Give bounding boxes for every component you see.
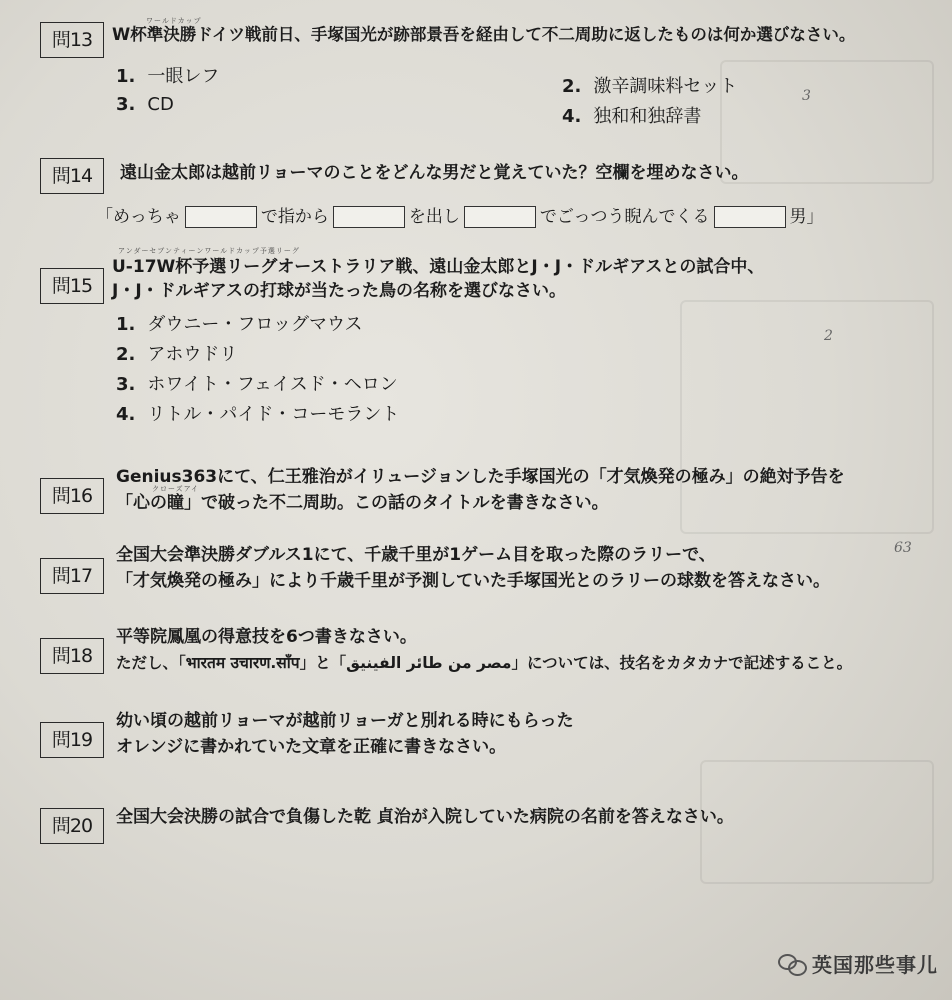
handwritten-mark: 2 [824,328,833,344]
question-number: 問18 [40,638,104,674]
ruby-annotation: ワールドカップ [146,17,202,25]
blank-box[interactable] [185,206,257,228]
background-print-shadow [680,300,934,534]
question-number: 問15 [40,268,104,304]
option-3: 3. CD [116,94,174,115]
background-print-shadow [720,60,934,184]
question-text-line2: オレンジに書かれていた文章を正確に書きなさい。 [116,737,507,757]
watermark [778,949,938,978]
ruby-annotation: クローズアイ [152,485,200,493]
question-text-line1: 幼い頃の越前リョーマが越前リョーガと別れる時にもらった [116,711,574,731]
question-number: 問14 [40,158,104,194]
question-text-line2: 「才気煥発の極み」により千歳千里が予測していた手塚国光とのラリーの球数を答えなさい。 [116,571,830,591]
background-print-shadow [700,760,934,884]
question-text-line1: Genius363にて、仁王雅治がイリュージョンした手塚国光の「才気煥発の極み」の絶対予告を [116,467,845,487]
question-number: 問16 [40,478,104,514]
question-text-line2: J・J・ドルギアスの打球が当たった鳥の名称を選びなさい。 [112,281,566,301]
option-4: 4. 独和和独辞書 [562,106,702,127]
ruby-annotation: アンダーセブンティーンワールドカップ予選リーグ [118,247,300,255]
handwritten-mark: 3 [802,88,811,104]
question-number: 問17 [40,558,104,594]
question-number: 問20 [40,808,104,844]
question-text-line1: 全国大会準決勝ダブルス1にて、千歳千里が1ゲーム目を取った際のラリーで、 [116,545,716,565]
wechat-icon [778,954,804,974]
question-number: 問13 [40,22,104,58]
option-1: 1. 一眼レフ [116,66,220,87]
option-1: 1. ダウニー・フロッグマウス [116,314,363,335]
question-text-line1: U-17W杯予選リーグオーストラリア戦、遠山金太郎とJ・J・ドルギアスとの試合中、 [112,257,765,277]
handwritten-mark: 63 [894,540,912,556]
question-text: 遠山金太郎は越前リョーマのことをどんな男だと覚えていた？空欄を埋めなさい。 [120,163,749,183]
question-text: 全国大会決勝の試合で負傷した乾 貞治が入院していた病院の名前を答えなさい。 [116,807,734,827]
option-2: 2. アホウドリ [116,344,238,365]
question-number: 問19 [40,722,104,758]
question-text-line2: 「心の瞳」で破った不二周助。この話のタイトルを書きなさい。 [116,493,609,513]
fill-in-sentence: 「めっちゃ で指から を出し でごっつう睨んでくる 男」 [96,207,824,227]
watermark-text: 英国那些事儿 [812,953,938,977]
option-4: 4. リトル・パイド・コーモラント [116,404,400,425]
blank-box[interactable] [333,206,405,228]
option-3: 3. ホワイト・フェイスド・ヘロン [116,374,398,395]
question-text-line1: 平等院鳳凰の得意技を6つ書きなさい。 [116,627,417,647]
blank-box[interactable] [714,206,786,228]
question-text-line2: ただし、「भारतम उचारण.साँप」と「مصر من طائر الفينيق」については、技名をカタカナで記述すること。 [116,654,853,672]
question-text: W杯準決勝ドイツ戦前日、手塚国光が跡部景吾を経由して不二周助に返したものは何か選びなさい。 [112,25,856,44]
option-2: 2. 激辛調味料セット [562,76,738,97]
blank-box[interactable] [464,206,536,228]
